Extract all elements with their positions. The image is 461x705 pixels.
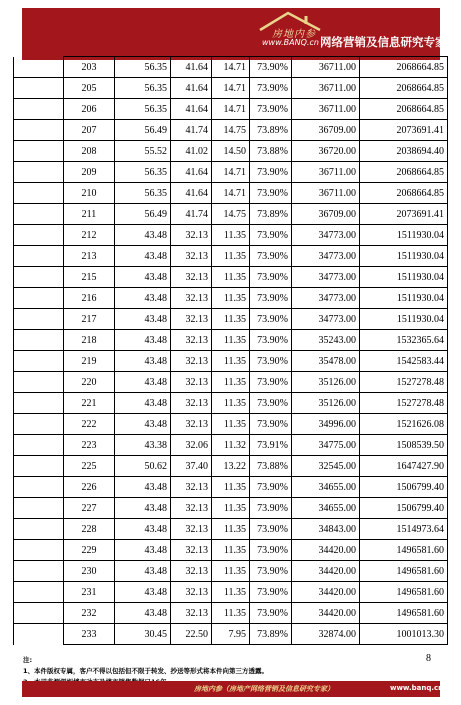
merged-cell (14, 561, 64, 582)
building-area-cell: 56.49 (115, 204, 171, 225)
unit-price-cell: 36720.00 (292, 141, 360, 162)
table-row (14, 99, 448, 120)
inner-area-cell: 32.13 (171, 309, 212, 330)
unit-price-cell: 35243.00 (292, 330, 360, 351)
merged-cell (14, 477, 64, 498)
unit-price-cell: 32874.00 (292, 624, 360, 645)
building-area-cell: 30.45 (115, 624, 171, 645)
inner-area-cell: 41.02 (171, 141, 212, 162)
building-area-cell: 43.48 (115, 246, 171, 267)
table-row (14, 57, 448, 78)
inner-area-cell: 41.64 (171, 183, 212, 204)
merged-cell (14, 120, 64, 141)
efficiency-rate-cell: 73.90% (250, 582, 292, 603)
efficiency-rate-cell: 73.90% (250, 78, 292, 99)
table-row (14, 351, 448, 372)
total-price-cell: 2068664.85 (360, 78, 448, 99)
building-area-cell: 43.48 (115, 561, 171, 582)
merged-cell (14, 141, 64, 162)
total-price-cell: 1511930.04 (360, 225, 448, 246)
table-row (14, 204, 448, 225)
total-price-cell: 2073691.41 (360, 120, 448, 141)
room-number-cell: 210 (64, 183, 115, 204)
room-number-cell: 232 (64, 603, 115, 624)
unit-price-cell: 34996.00 (292, 414, 360, 435)
merged-cell (14, 204, 64, 225)
building-area-cell: 43.48 (115, 225, 171, 246)
efficiency-rate-cell: 73.90% (250, 393, 292, 414)
total-price-cell: 2068664.85 (360, 183, 448, 204)
building-area-cell: 43.48 (115, 351, 171, 372)
table-row (14, 414, 448, 435)
efficiency-rate-cell: 73.88% (250, 456, 292, 477)
logo-url: www.BANQ.cn (262, 38, 319, 47)
inner-area-cell: 32.13 (171, 393, 212, 414)
merged-cell (14, 519, 64, 540)
unit-price-cell: 34420.00 (292, 603, 360, 624)
total-price-cell: 1527278.48 (360, 372, 448, 393)
total-price-cell: 2068664.85 (360, 57, 448, 78)
units-table (13, 56, 448, 645)
shared-area-cell: 11.35 (212, 498, 250, 519)
building-area-cell: 56.35 (115, 162, 171, 183)
merged-cell (14, 225, 64, 246)
total-price-cell: 2068664.85 (360, 99, 448, 120)
units-table-body (14, 57, 448, 645)
shared-area-cell: 11.35 (212, 351, 250, 372)
efficiency-rate-cell: 73.90% (250, 267, 292, 288)
page-number: 8 (426, 653, 431, 664)
room-number-cell: 220 (64, 372, 115, 393)
efficiency-rate-cell: 73.90% (250, 183, 292, 204)
shared-area-cell: 11.35 (212, 330, 250, 351)
merged-cell (14, 456, 64, 477)
total-price-cell: 1496581.60 (360, 561, 448, 582)
building-area-cell: 43.48 (115, 540, 171, 561)
inner-area-cell: 32.13 (171, 225, 212, 246)
room-number-cell: 222 (64, 414, 115, 435)
total-price-cell: 1647427.90 (360, 456, 448, 477)
total-price-cell: 1511930.04 (360, 246, 448, 267)
efficiency-rate-cell: 73.90% (250, 351, 292, 372)
efficiency-rate-cell: 73.89% (250, 624, 292, 645)
merged-cell (14, 288, 64, 309)
unit-price-cell: 34655.00 (292, 498, 360, 519)
building-area-cell: 43.48 (115, 372, 171, 393)
table-row (14, 582, 448, 603)
room-number-cell: 216 (64, 288, 115, 309)
table-row (14, 309, 448, 330)
building-area-cell: 43.48 (115, 330, 171, 351)
unit-price-cell: 34775.00 (292, 435, 360, 456)
unit-price-cell: 35126.00 (292, 372, 360, 393)
unit-price-cell: 36709.00 (292, 204, 360, 225)
table-row (14, 477, 448, 498)
merged-cell (14, 603, 64, 624)
inner-area-cell: 32.13 (171, 267, 212, 288)
shared-area-cell: 11.35 (212, 372, 250, 393)
shared-area-cell: 7.95 (212, 624, 250, 645)
table-row (14, 561, 448, 582)
building-area-cell: 56.35 (115, 99, 171, 120)
room-number-cell: 231 (64, 582, 115, 603)
room-number-cell: 207 (64, 120, 115, 141)
unit-price-cell: 34773.00 (292, 225, 360, 246)
efficiency-rate-cell: 73.90% (250, 519, 292, 540)
room-number-cell: 230 (64, 561, 115, 582)
building-area-cell: 43.48 (115, 498, 171, 519)
footer-banner (22, 681, 444, 697)
total-price-cell: 1532365.64 (360, 330, 448, 351)
room-number-cell: 206 (64, 99, 115, 120)
inner-area-cell: 41.64 (171, 162, 212, 183)
table-row (14, 540, 448, 561)
merged-cell (14, 435, 64, 456)
table-row (14, 519, 448, 540)
room-number-cell: 229 (64, 540, 115, 561)
merged-cell (14, 78, 64, 99)
building-area-cell: 43.48 (115, 309, 171, 330)
shared-area-cell: 11.35 (212, 561, 250, 582)
efficiency-rate-cell: 73.88% (250, 141, 292, 162)
shared-area-cell: 11.35 (212, 246, 250, 267)
inner-area-cell: 32.13 (171, 351, 212, 372)
unit-price-cell: 35478.00 (292, 351, 360, 372)
merged-cell (14, 267, 64, 288)
shared-area-cell: 11.35 (212, 309, 250, 330)
merged-cell (14, 57, 64, 78)
efficiency-rate-cell: 73.90% (250, 561, 292, 582)
table-row (14, 624, 448, 645)
building-area-cell: 43.48 (115, 519, 171, 540)
room-number-cell: 213 (64, 246, 115, 267)
room-number-cell: 215 (64, 267, 115, 288)
efficiency-rate-cell: 73.90% (250, 225, 292, 246)
table-row (14, 183, 448, 204)
footer-text: 房地内参（房地产网络营销及信息研究专家） (194, 685, 334, 693)
room-number-cell: 225 (64, 456, 115, 477)
efficiency-rate-cell: 73.90% (250, 414, 292, 435)
unit-price-cell: 35126.00 (292, 393, 360, 414)
unit-price-cell: 36709.00 (292, 120, 360, 141)
room-number-cell: 221 (64, 393, 115, 414)
room-number-cell: 208 (64, 141, 115, 162)
table-row (14, 393, 448, 414)
shared-area-cell: 11.35 (212, 414, 250, 435)
merged-cell (14, 183, 64, 204)
table-row (14, 435, 448, 456)
total-price-cell: 1001013.30 (360, 624, 448, 645)
unit-price-cell: 34773.00 (292, 288, 360, 309)
merged-cell (14, 393, 64, 414)
merged-cell (14, 162, 64, 183)
building-area-cell: 43.48 (115, 288, 171, 309)
room-number-cell: 209 (64, 162, 115, 183)
unit-price-cell: 34773.00 (292, 267, 360, 288)
inner-area-cell: 41.74 (171, 120, 212, 141)
inner-area-cell: 32.13 (171, 288, 212, 309)
unit-price-cell: 34773.00 (292, 309, 360, 330)
unit-price-cell: 34655.00 (292, 477, 360, 498)
efficiency-rate-cell: 73.90% (250, 477, 292, 498)
efficiency-rate-cell: 73.90% (250, 99, 292, 120)
efficiency-rate-cell: 73.90% (250, 540, 292, 561)
total-price-cell: 1496581.60 (360, 603, 448, 624)
shared-area-cell: 11.35 (212, 540, 250, 561)
shared-area-cell: 11.35 (212, 225, 250, 246)
merged-cell (14, 582, 64, 603)
shared-area-cell: 14.75 (212, 204, 250, 225)
table-row (14, 120, 448, 141)
shared-area-cell: 11.35 (212, 267, 250, 288)
room-number-cell: 211 (64, 204, 115, 225)
building-area-cell: 43.48 (115, 414, 171, 435)
table-row (14, 78, 448, 99)
room-number-cell: 233 (64, 624, 115, 645)
inner-area-cell: 32.13 (171, 372, 212, 393)
shared-area-cell: 14.71 (212, 183, 250, 204)
footer-url: www.banq.cn (390, 684, 444, 692)
table-row (14, 498, 448, 519)
unit-price-cell: 34420.00 (292, 561, 360, 582)
total-price-cell: 1521626.08 (360, 414, 448, 435)
table-row (14, 267, 448, 288)
unit-price-cell: 34420.00 (292, 582, 360, 603)
total-price-cell: 1496581.60 (360, 540, 448, 561)
room-number-cell: 205 (64, 78, 115, 99)
efficiency-rate-cell: 73.90% (250, 288, 292, 309)
table-row (14, 372, 448, 393)
building-area-cell: 43.48 (115, 603, 171, 624)
unit-price-cell: 36711.00 (292, 162, 360, 183)
efficiency-rate-cell: 73.90% (250, 246, 292, 267)
header-banner (0, 0, 461, 60)
building-area-cell: 56.35 (115, 78, 171, 99)
shared-area-cell: 11.32 (212, 435, 250, 456)
room-number-cell: 212 (64, 225, 115, 246)
table-row (14, 330, 448, 351)
shared-area-cell: 11.35 (212, 393, 250, 414)
note-line-1: 1、本件版权专属，客户不得以包括但不限于转发、抄送等形式将本件向第三方透露。 (23, 667, 269, 675)
efficiency-rate-cell: 73.90% (250, 498, 292, 519)
total-price-cell: 1527278.48 (360, 393, 448, 414)
inner-area-cell: 32.13 (171, 330, 212, 351)
shared-area-cell: 11.35 (212, 519, 250, 540)
merged-cell (14, 540, 64, 561)
building-area-cell: 50.62 (115, 456, 171, 477)
efficiency-rate-cell: 73.90% (250, 57, 292, 78)
total-price-cell: 1514973.64 (360, 519, 448, 540)
shared-area-cell: 11.35 (212, 603, 250, 624)
merged-cell (14, 246, 64, 267)
room-number-cell: 228 (64, 519, 115, 540)
merged-cell (14, 309, 64, 330)
table-row (14, 246, 448, 267)
total-price-cell: 2073691.41 (360, 204, 448, 225)
unit-price-cell: 34843.00 (292, 519, 360, 540)
total-price-cell: 1511930.04 (360, 288, 448, 309)
shared-area-cell: 11.35 (212, 582, 250, 603)
efficiency-rate-cell: 73.90% (250, 162, 292, 183)
inner-area-cell: 41.64 (171, 57, 212, 78)
inner-area-cell: 32.06 (171, 435, 212, 456)
room-number-cell: 219 (64, 351, 115, 372)
merged-cell (14, 330, 64, 351)
inner-area-cell: 32.13 (171, 540, 212, 561)
merged-cell (14, 372, 64, 393)
inner-area-cell: 41.74 (171, 204, 212, 225)
efficiency-rate-cell: 73.90% (250, 372, 292, 393)
room-number-cell: 203 (64, 57, 115, 78)
table-row (14, 456, 448, 477)
unit-price-cell: 36711.00 (292, 99, 360, 120)
total-price-cell: 1511930.04 (360, 309, 448, 330)
total-price-cell: 1496581.60 (360, 582, 448, 603)
inner-area-cell: 32.13 (171, 477, 212, 498)
unit-price-cell: 34773.00 (292, 246, 360, 267)
table-row (14, 162, 448, 183)
shared-area-cell: 11.35 (212, 477, 250, 498)
inner-area-cell: 32.13 (171, 603, 212, 624)
table-row (14, 603, 448, 624)
unit-price-cell: 32545.00 (292, 456, 360, 477)
efficiency-rate-cell: 73.90% (250, 309, 292, 330)
shared-area-cell: 11.35 (212, 288, 250, 309)
inner-area-cell: 32.13 (171, 519, 212, 540)
inner-area-cell: 22.50 (171, 624, 212, 645)
unit-price-cell: 36711.00 (292, 78, 360, 99)
efficiency-rate-cell: 73.89% (250, 204, 292, 225)
building-area-cell: 56.49 (115, 120, 171, 141)
shared-area-cell: 14.71 (212, 78, 250, 99)
efficiency-rate-cell: 73.90% (250, 603, 292, 624)
room-number-cell: 226 (64, 477, 115, 498)
shared-area-cell: 14.71 (212, 99, 250, 120)
total-price-cell: 1506799.40 (360, 498, 448, 519)
notes-label: 注: (23, 656, 33, 664)
efficiency-rate-cell: 73.89% (250, 120, 292, 141)
shared-area-cell: 14.71 (212, 162, 250, 183)
inner-area-cell: 32.13 (171, 582, 212, 603)
inner-area-cell: 32.13 (171, 498, 212, 519)
efficiency-rate-cell: 73.91% (250, 435, 292, 456)
building-area-cell: 43.48 (115, 582, 171, 603)
room-number-cell: 218 (64, 330, 115, 351)
unit-price-cell: 34420.00 (292, 540, 360, 561)
shared-area-cell: 14.75 (212, 120, 250, 141)
merged-cell (14, 624, 64, 645)
total-price-cell: 1508539.50 (360, 435, 448, 456)
inner-area-cell: 41.64 (171, 78, 212, 99)
table-row (14, 288, 448, 309)
unit-price-cell: 36711.00 (292, 183, 360, 204)
building-area-cell: 43.38 (115, 435, 171, 456)
shared-area-cell: 13.22 (212, 456, 250, 477)
banner-title: 网络营销及信息研究专家 (320, 35, 447, 49)
total-price-cell: 2068664.85 (360, 162, 448, 183)
inner-area-cell: 32.13 (171, 246, 212, 267)
shared-area-cell: 14.71 (212, 57, 250, 78)
merged-cell (14, 351, 64, 372)
efficiency-rate-cell: 73.90% (250, 330, 292, 351)
shared-area-cell: 14.50 (212, 141, 250, 162)
table-row (14, 141, 448, 162)
total-price-cell: 1542583.44 (360, 351, 448, 372)
table-row (14, 225, 448, 246)
inner-area-cell: 41.64 (171, 99, 212, 120)
building-area-cell: 43.48 (115, 267, 171, 288)
building-area-cell: 43.48 (115, 393, 171, 414)
inner-area-cell: 32.13 (171, 414, 212, 435)
total-price-cell: 1506799.40 (360, 477, 448, 498)
total-price-cell: 2038694.40 (360, 141, 448, 162)
room-number-cell: 217 (64, 309, 115, 330)
inner-area-cell: 37.40 (171, 456, 212, 477)
building-area-cell: 43.48 (115, 477, 171, 498)
building-area-cell: 56.35 (115, 57, 171, 78)
room-number-cell: 223 (64, 435, 115, 456)
room-number-cell: 227 (64, 498, 115, 519)
building-area-cell: 55.52 (115, 141, 171, 162)
merged-cell (14, 414, 64, 435)
logo-name: 房地内参 (272, 29, 316, 40)
unit-price-cell: 36711.00 (292, 57, 360, 78)
merged-cell (14, 99, 64, 120)
inner-area-cell: 32.13 (171, 561, 212, 582)
merged-cell (14, 498, 64, 519)
total-price-cell: 1511930.04 (360, 267, 448, 288)
building-area-cell: 56.35 (115, 183, 171, 204)
